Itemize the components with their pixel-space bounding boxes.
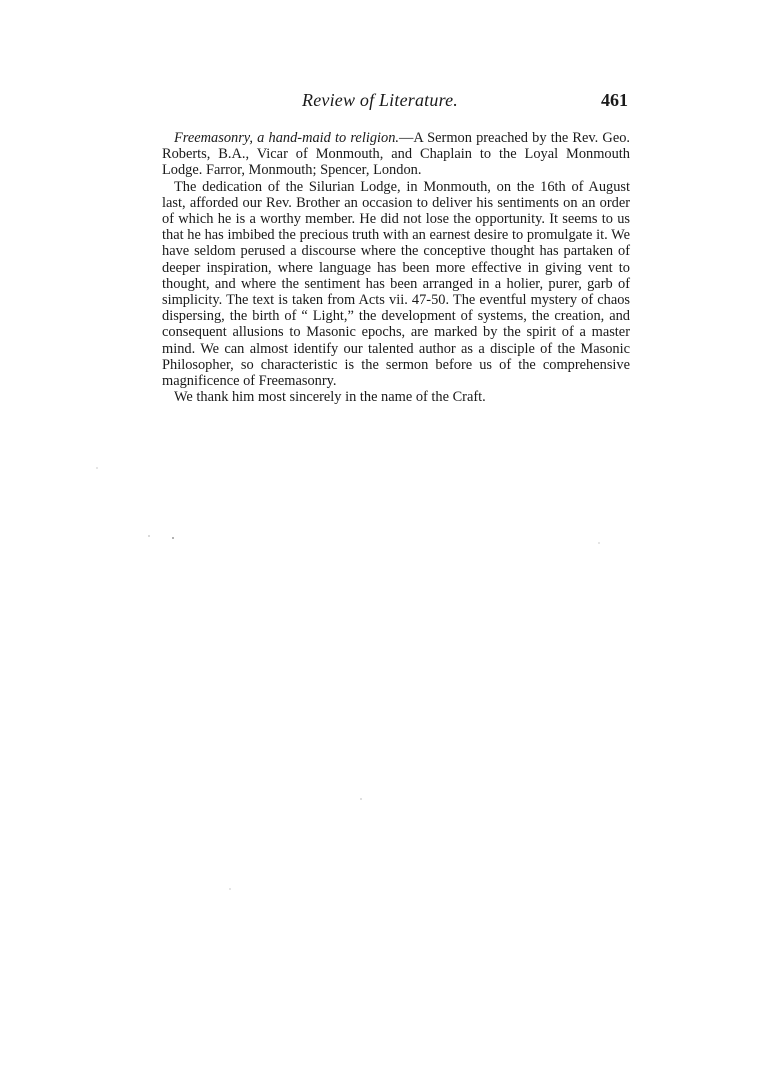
scan-speck — [360, 798, 362, 800]
running-head — [162, 90, 630, 114]
review-book-title: Freemasonry, a hand-maid to religion. — [174, 130, 399, 146]
review-paragraph-1: The dedication of the Silurian Lodge, in Monmouth, on the 16th of August last, afforded our Rev. Brother an occasion to deliver his sentiments on an order of which he is a worthy member. He did not lose the opportunity. It seems to us that he has imbibed the precious truth with an earnest desire to promulgate it. We have seldom perused a discourse where the conceptive thought has partaken of deeper inspiration, where language has been more effective in giving vent to thought, and where the sentiment has been arranged in a holier, purer, garb of simplicity. The text is taken from Acts vii. 47-50. The eventful mystery of chaos dispersing, the birth of “ Light,” the development of systems, the creation, and consequent allusions to Masonic epochs, are marked by the spirit of a master mind. We can almost identify our talented author as a disciple of the Masonic Philosopher, so characteristic is the sermon before us of the comprehensive magnificence of Freemasonry. — [162, 178, 630, 390]
scan-speck — [229, 888, 231, 890]
running-title: Review of Literature. — [302, 90, 459, 110]
scan-speck — [598, 542, 600, 544]
scan-speck — [172, 537, 174, 539]
page-number: 461 — [601, 90, 628, 110]
scan-speck — [148, 535, 150, 537]
scan-speck — [96, 467, 98, 469]
review-paragraph-2: We thank him most sincerely in the name of the Craft. — [174, 389, 486, 406]
review-body — [162, 130, 630, 405]
review-heading-paragraph — [162, 130, 630, 179]
review-book-details: —A Sermon preached by the Rev. Geo. Roberts, B.A., Vicar of Monmouth, and Chaplain to the Loyal Monmouth Lodge. Farror, Monmouth; Spencer, London. — [162, 130, 631, 179]
